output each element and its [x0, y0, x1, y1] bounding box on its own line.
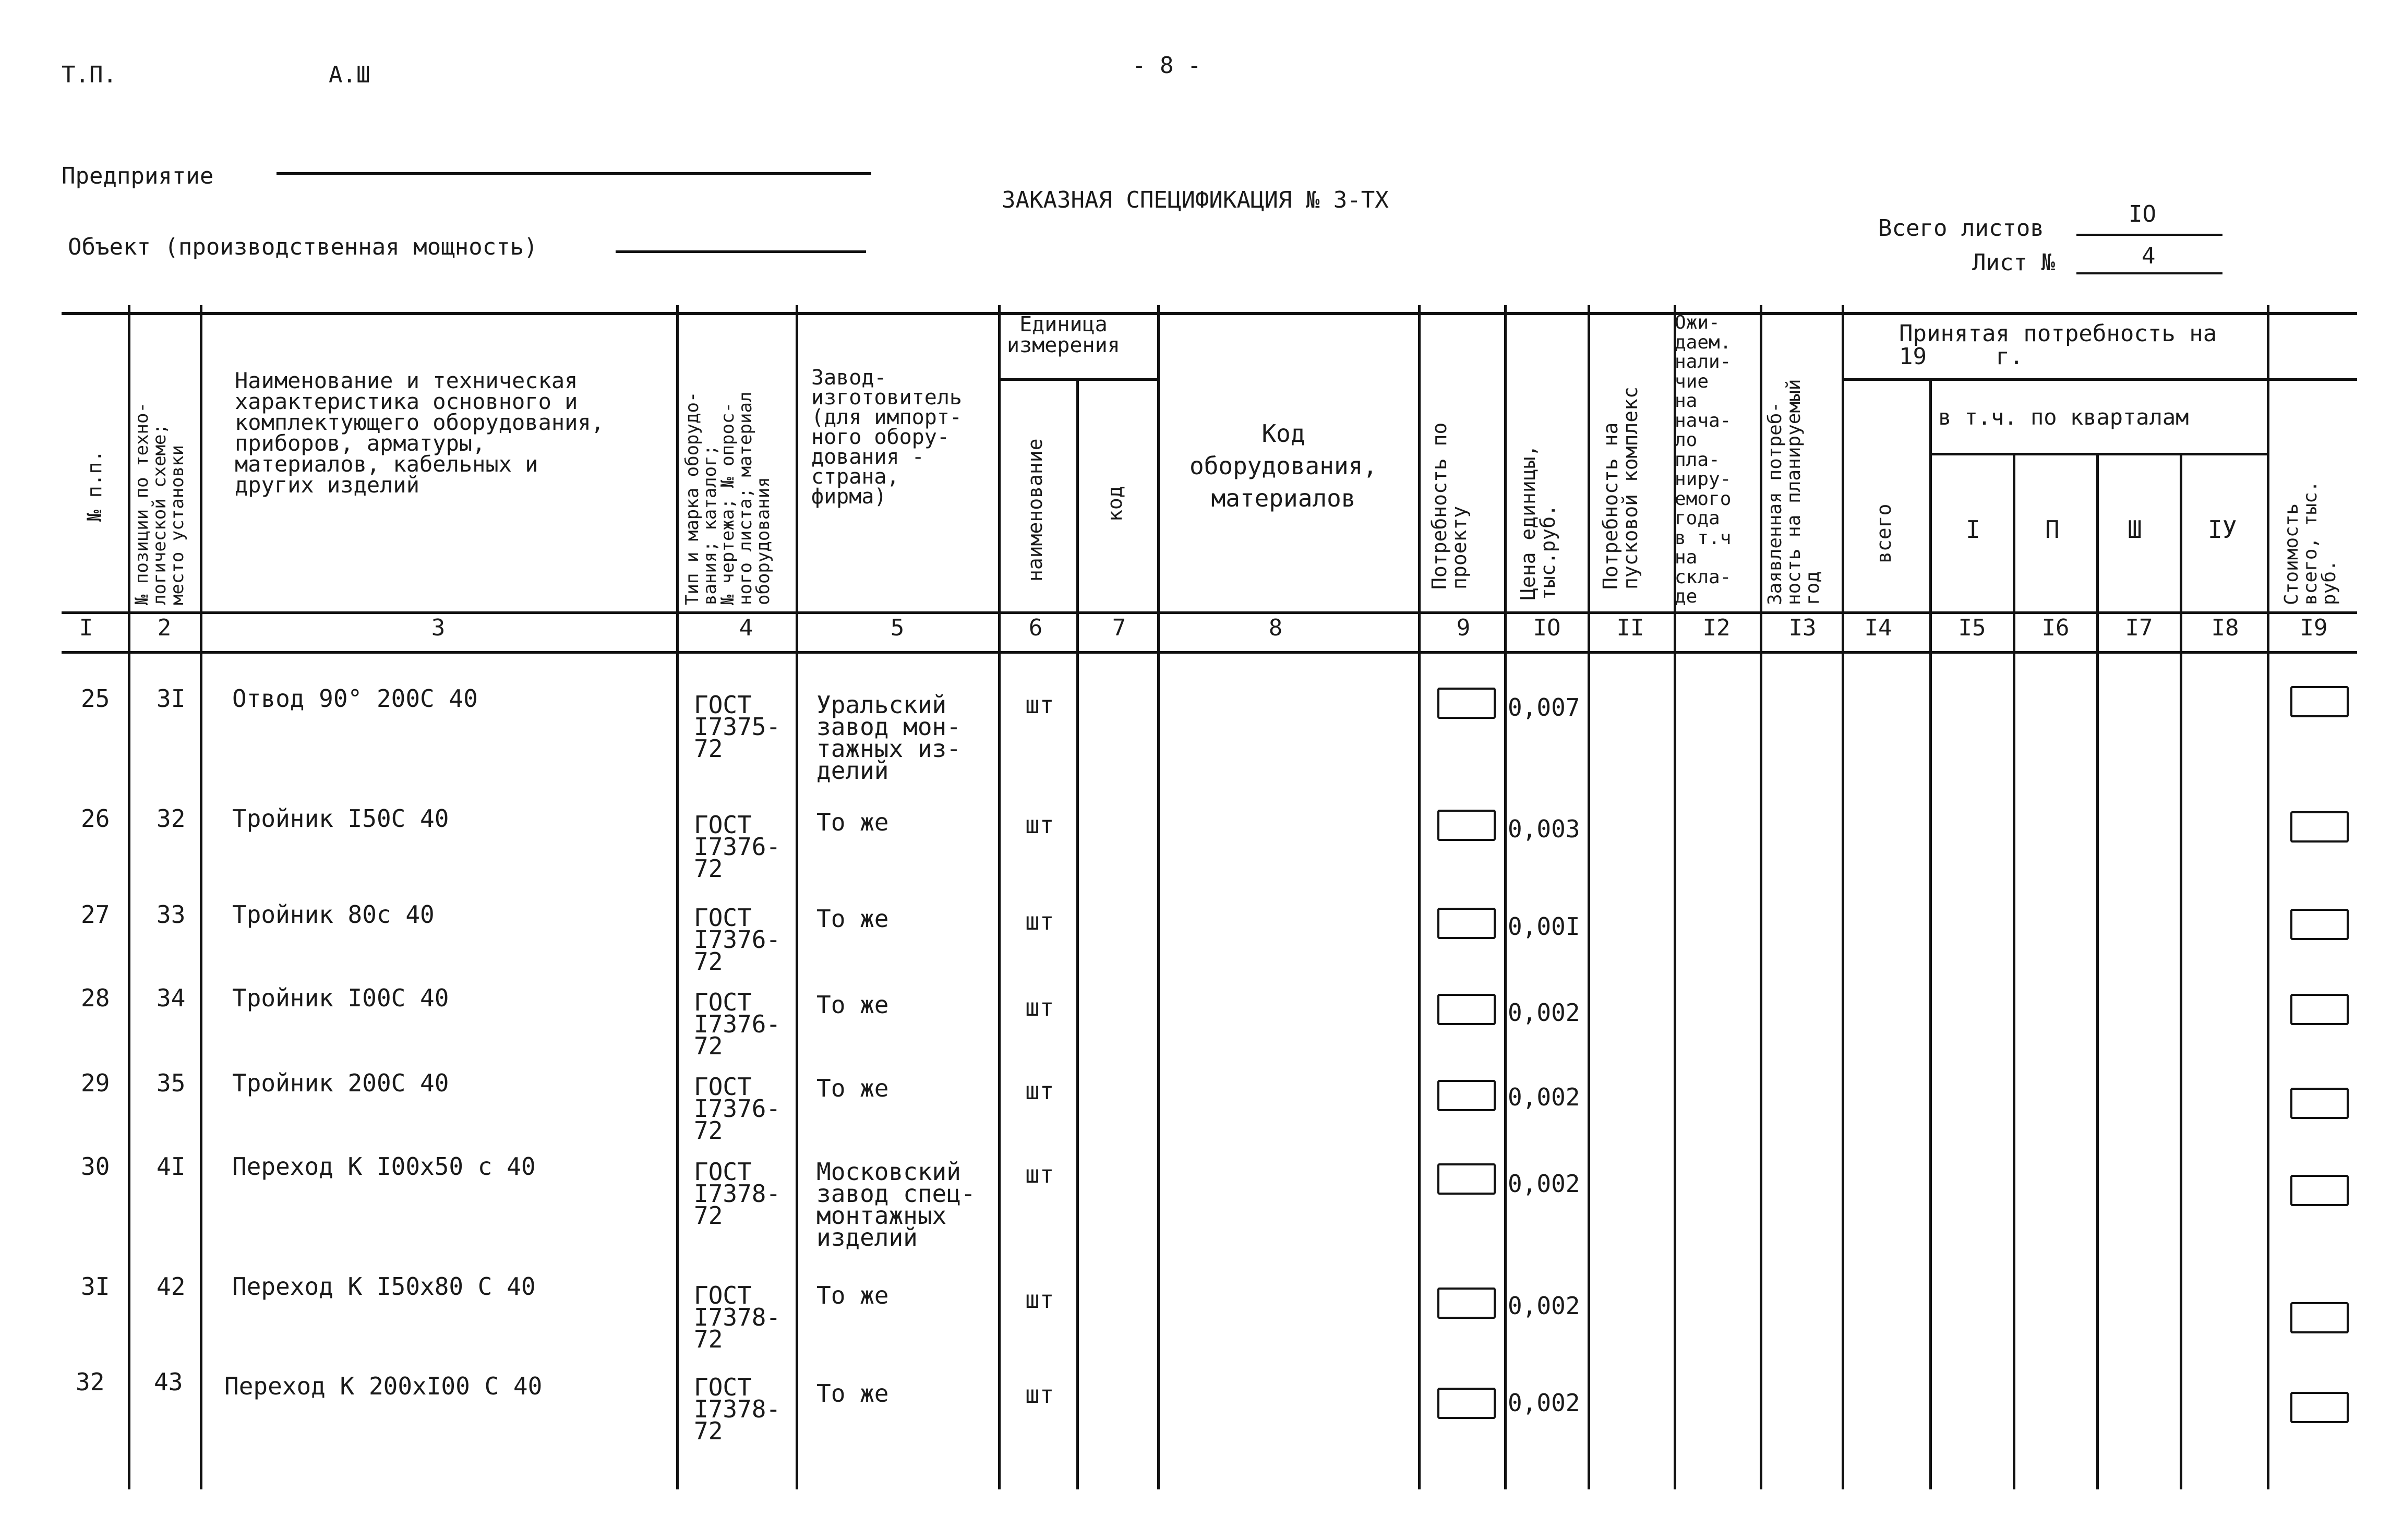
cost-box — [2290, 1302, 2349, 1333]
row-number: 25 — [81, 684, 110, 713]
col-number: 4 — [739, 615, 753, 641]
col-header-equipment-code: Код оборудования, материалов — [1190, 419, 1378, 512]
col-header-num: № п.п. — [83, 450, 106, 522]
col-divider — [2096, 454, 2099, 1489]
col-header-total: всего — [1872, 503, 1895, 563]
object-underline — [616, 250, 866, 253]
row-manufacturer: То же — [816, 1281, 889, 1309]
col-header-q3: Ш — [2128, 515, 2142, 544]
page-code: Т.П. — [62, 62, 117, 88]
quantity-box — [1437, 1288, 1496, 1319]
row-price: 0,00I — [1508, 912, 1580, 941]
col-header-name: Наименование и техническая характеристика основного и комплектующего оборудования, приборов, арматуры, материалов, кабельных и других изделий — [235, 368, 605, 498]
row-position: 32 — [157, 804, 186, 833]
sheet-label: Лист № — [1972, 249, 2055, 276]
row-unit: шт — [1025, 691, 1054, 719]
sheet-underline — [2076, 272, 2222, 274]
col-header-q1: I — [1966, 515, 1980, 544]
quantity-box — [1437, 994, 1496, 1025]
col-divider — [1504, 305, 1507, 1489]
col-number: 9 — [1456, 615, 1471, 641]
col-number: I5 — [1958, 615, 1986, 641]
row-manufacturer: То же — [816, 991, 889, 1019]
row-unit: шт — [1025, 811, 1054, 839]
col-header-declared-need: Заявленная потреб- ность на планируемый год — [1764, 379, 1823, 605]
row-type: ГОСТ I7376- 72 — [694, 988, 781, 1060]
total-sheets-underline — [2076, 234, 2222, 236]
col-number: I2 — [1702, 615, 1731, 641]
object-label: Объект (производственная мощность) — [68, 234, 538, 260]
row-manufacturer: Уральский завод мон- тажных из- делий — [816, 691, 961, 785]
col-number: I7 — [2125, 615, 2153, 641]
quantity-box — [1437, 1163, 1496, 1195]
col-header-quarters-group: в т.ч. по кварталам — [1938, 404, 2189, 430]
row-unit: шт — [1025, 1077, 1054, 1105]
col-number: II — [1616, 615, 1644, 641]
album-code: А.Ш — [329, 62, 370, 88]
row-type: ГОСТ I7376- 72 — [694, 1073, 781, 1145]
row-manufacturer: Московский завод спец- монтажных изделий — [816, 1158, 976, 1252]
table-top-rule — [62, 312, 2357, 315]
col-number: 8 — [1268, 615, 1283, 641]
unit-group-rule — [998, 378, 1157, 381]
row-unit: шт — [1025, 1380, 1054, 1409]
row-position: 42 — [157, 1272, 186, 1301]
col-number: I4 — [1864, 615, 1892, 641]
row-item-name: Тройник 200С 40 — [232, 1069, 449, 1097]
row-type: ГОСТ I7376- 72 — [694, 811, 781, 883]
col-header-q4: IУ — [2208, 515, 2237, 544]
col-header-unit-code: код — [1103, 486, 1126, 522]
row-type: ГОСТ I7376- 72 — [694, 904, 781, 976]
cost-box — [2290, 811, 2349, 843]
col-divider — [796, 305, 798, 1489]
page-number: - 8 - — [1132, 52, 1202, 79]
col-number: 6 — [1028, 615, 1043, 641]
row-price: 0,002 — [1508, 1083, 1580, 1111]
row-number: 30 — [81, 1152, 110, 1181]
col-divider — [1418, 305, 1421, 1489]
row-type: ГОСТ I7378- 72 — [694, 1281, 781, 1353]
row-item-name: Тройник I00С 40 — [232, 984, 449, 1012]
col-number: 7 — [1112, 615, 1126, 641]
quantity-box — [1437, 908, 1496, 939]
row-price: 0,007 — [1508, 693, 1580, 721]
row-number: 27 — [81, 900, 110, 929]
row-item-name: Переход К I50х80 С 40 — [232, 1272, 536, 1301]
cost-box — [2290, 1392, 2349, 1423]
enterprise-label: Предприятие — [62, 163, 214, 189]
row-number: 28 — [81, 984, 110, 1012]
row-type: ГОСТ I7378- 72 — [694, 1158, 781, 1230]
quantity-box — [1437, 810, 1496, 841]
row-item-name: Тройник 80с 40 — [232, 900, 435, 929]
cost-box — [2290, 686, 2349, 717]
row-manufacturer: То же — [816, 1074, 889, 1102]
row-price: 0,002 — [1508, 1170, 1580, 1198]
col-divider — [998, 305, 1001, 1489]
col-divider — [2180, 454, 2182, 1489]
row-price: 0,002 — [1508, 1389, 1580, 1417]
col-header-unit-name: наименование — [1024, 438, 1047, 582]
col-divider — [676, 305, 679, 1489]
col-divider — [1929, 381, 1932, 1489]
col-header-launch-complex: Потребность на пусковой комплекс — [1599, 387, 1642, 589]
row-manufacturer: То же — [816, 808, 889, 836]
row-number: 3I — [81, 1272, 110, 1301]
row-type: ГОСТ I7378- 72 — [694, 1373, 781, 1445]
row-number: 32 — [76, 1368, 105, 1396]
row-price: 0,003 — [1508, 815, 1580, 843]
col-header-unit-group: Единица измерения — [1007, 312, 1120, 357]
row-unit: шт — [1025, 993, 1054, 1021]
row-manufacturer: То же — [816, 905, 889, 933]
row-item-name: Переход К 200хI00 С 40 — [224, 1372, 543, 1400]
col-divider — [128, 305, 130, 1489]
col-number: I8 — [2211, 615, 2239, 641]
cost-box — [2290, 994, 2349, 1025]
document-title: ЗАКАЗНАЯ СПЕЦИФИКАЦИЯ № 3-ТХ — [1002, 187, 1389, 213]
col-number: I9 — [2300, 615, 2328, 641]
row-price: 0,002 — [1508, 998, 1580, 1027]
row-item-name: Отвод 90° 200С 40 — [232, 684, 478, 713]
row-position: 34 — [157, 984, 186, 1012]
cost-box — [2290, 1088, 2349, 1119]
col-header-accepted-group: Принятая потребность на 19 г. — [1899, 320, 2217, 370]
col-header-position: № позиции по техно- логической схеме; место установки — [131, 402, 188, 605]
col-header-type: Тип и марка оборудо- вания; каталог; № чертежа; № опрос- ного листа; материал оборудования — [682, 391, 774, 605]
sheet-value: 4 — [2142, 243, 2156, 269]
row-unit: шт — [1025, 1160, 1054, 1188]
col-number: 5 — [890, 615, 905, 641]
row-type: ГОСТ I7375- 72 — [694, 691, 781, 763]
col-divider — [2013, 454, 2015, 1489]
col-header-expected-stock: Ожи- даем. нали- чие на нача- ло пла- ниру- емого года в т.ч на скла- де — [1675, 312, 1732, 607]
accepted-group-rule — [1842, 378, 2357, 381]
col-divider — [1157, 305, 1160, 1489]
row-number: 29 — [81, 1069, 110, 1097]
col-number: IO — [1533, 615, 1561, 641]
row-unit: шт — [1025, 907, 1054, 935]
col-divider — [1076, 381, 1079, 1489]
col-header-manufacturer: Завод- изготовитель (для импорт- ного обору- дования - страна, фирма) — [811, 366, 962, 509]
row-item-name: Переход К I00х50 с 40 — [232, 1152, 536, 1181]
row-item-name: Тройник I50С 40 — [232, 804, 449, 833]
quantity-box — [1437, 1080, 1496, 1111]
row-position: 3I — [157, 684, 186, 713]
row-position: 33 — [157, 900, 186, 929]
col-number: I — [79, 615, 93, 641]
col-header-q2: П — [2045, 515, 2060, 544]
row-position: 35 — [157, 1069, 186, 1097]
col-divider — [2267, 305, 2269, 1489]
col-number: I3 — [1788, 615, 1817, 641]
col-number: 2 — [157, 615, 172, 641]
col-number: 3 — [431, 615, 446, 641]
cost-box — [2290, 1175, 2349, 1206]
col-divider — [1842, 305, 1844, 1489]
row-number: 26 — [81, 804, 110, 833]
row-position: 43 — [154, 1368, 183, 1396]
row-price: 0,002 — [1508, 1292, 1580, 1320]
row-manufacturer: То же — [816, 1379, 889, 1407]
col-number: I6 — [2041, 615, 2070, 641]
quantity-box — [1437, 688, 1496, 719]
cost-box — [2290, 909, 2349, 940]
col-header-cost: Стоимость всего, тыс. руб. — [2281, 480, 2340, 605]
enterprise-underline — [277, 172, 871, 175]
total-sheets-value: IO — [2129, 201, 2156, 227]
row-position: 4I — [157, 1152, 186, 1181]
quantity-box — [1437, 1388, 1496, 1419]
quarters-group-rule — [1929, 453, 2268, 455]
col-divider — [1588, 305, 1590, 1489]
col-header-unit-price: Цена единицы, тыс.руб. — [1517, 444, 1559, 600]
row-unit: шт — [1025, 1285, 1054, 1314]
col-divider — [1760, 305, 1762, 1489]
total-sheets-label: Всего листов — [1878, 215, 2044, 242]
col-divider — [200, 305, 202, 1489]
col-header-need-project: Потребность по проекту — [1428, 422, 1471, 589]
